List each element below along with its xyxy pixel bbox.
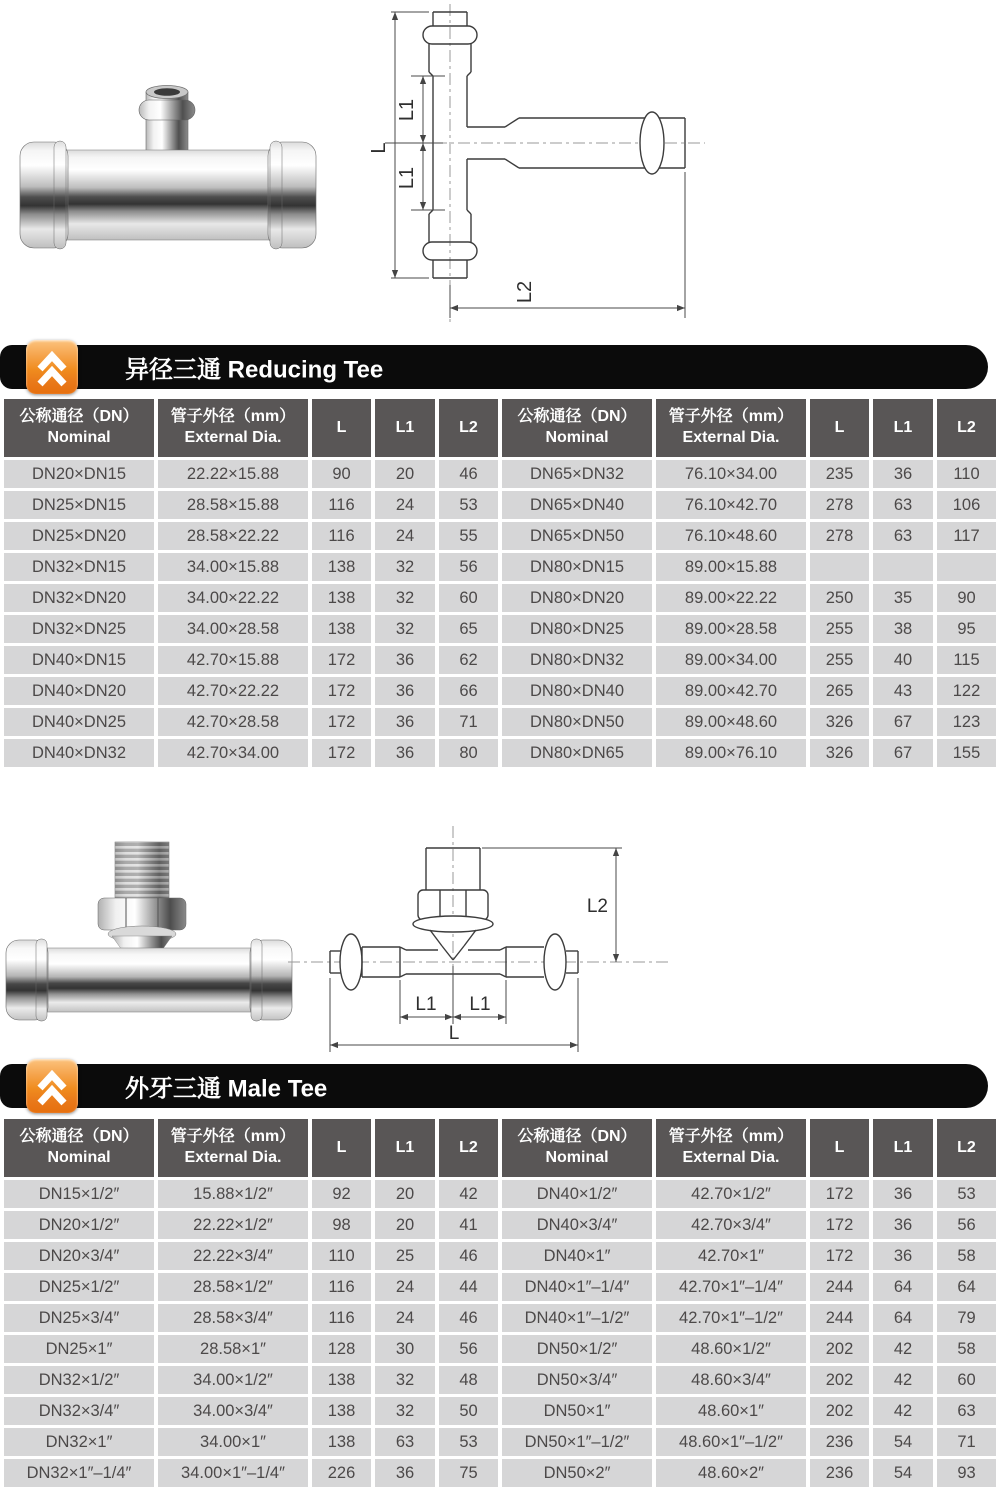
table-cell: 32 [375,615,435,643]
table-cell: 42.70×1″–1/2″ [656,1304,806,1332]
column-header-l: L [312,399,371,457]
table-cell: 36 [873,460,933,488]
table-row [4,677,996,705]
table-cell: DN20×DN15 [4,460,154,488]
table-cell: DN80×DN32 [502,646,652,674]
table-cell: 24 [375,1304,435,1332]
table-cell: 25 [375,1242,435,1270]
table-cell: 138 [312,1397,371,1425]
dim-label-l1-bottom: L1 [396,166,418,190]
table-cell: 116 [312,1273,371,1301]
table-cell: 48 [439,1366,498,1394]
table-cell: 36 [873,1211,933,1239]
table-cell: DN32×DN20 [4,584,154,612]
table-cell: 89.00×22.22 [656,584,806,612]
table-cell: 28.58×1″ [158,1335,308,1363]
table-cell: 48.60×2″ [656,1459,806,1487]
table-cell: DN40×DN32 [4,739,154,767]
table-cell: DN65×DN40 [502,491,652,519]
table-cell: 22.22×3/4″ [158,1242,308,1270]
double-chevron-up-icon [26,1059,78,1113]
column-header-l1: L1 [873,1119,933,1177]
table-cell: 116 [312,522,371,550]
table-cell: 60 [439,584,498,612]
table-cell: 90 [312,460,371,488]
table-cell: DN32×1″ [4,1428,154,1456]
table-cell: 138 [312,615,371,643]
table-cell: 202 [810,1366,869,1394]
column-header-l1: L1 [375,399,435,457]
double-chevron-up-icon [26,340,78,394]
table-cell: 244 [810,1273,869,1301]
table-cell: 24 [375,522,435,550]
reducing-tee-table [0,396,1000,770]
table-row [4,553,996,581]
table-cell: 42.70×34.00 [158,739,308,767]
table-cell: DN25×1/2″ [4,1273,154,1301]
table-cell: 34.00×28.58 [158,615,308,643]
table-cell: DN40×1″ [502,1242,652,1270]
table-row [4,1304,996,1332]
table-cell: DN80×DN40 [502,677,652,705]
table-cell: DN50×2″ [502,1459,652,1487]
table-row [4,1180,996,1208]
dim-label-l1-right: L1 [469,994,491,1015]
table-cell: DN65×DN32 [502,460,652,488]
column-header-l: L [810,1119,869,1177]
table-cell: DN40×1″–1/2″ [502,1304,652,1332]
table-cell: 46 [439,1304,498,1332]
table-cell: 71 [937,1428,996,1456]
table-cell: 20 [375,1211,435,1239]
table-cell: 36 [873,1242,933,1270]
table-cell: 56 [439,1335,498,1363]
table-cell: 265 [810,677,869,705]
column-header-external-dia: 管子外径（mm） External Dia. [656,399,806,457]
table-cell: 138 [312,1428,371,1456]
table-cell: DN25×DN15 [4,491,154,519]
table-cell: 65 [439,615,498,643]
table-cell: 42 [873,1366,933,1394]
table-cell: 34.00×1″–1/4″ [158,1459,308,1487]
table-cell: 236 [810,1459,869,1487]
table-cell: 36 [375,708,435,736]
dim-label-l: L [368,142,390,154]
table-cell: 67 [873,708,933,736]
table-cell: 117 [937,522,996,550]
table-cell: 58 [937,1242,996,1270]
table-cell: 138 [312,1366,371,1394]
table-cell: 98 [312,1211,371,1239]
table-cell [810,553,869,581]
table-cell: DN32×1″–1/4″ [4,1459,154,1487]
table-cell: DN40×3/4″ [502,1211,652,1239]
table-cell: 32 [375,553,435,581]
table-cell: 54 [873,1459,933,1487]
table-cell: 24 [375,1273,435,1301]
column-header-l: L [810,399,869,457]
table-row [4,739,996,767]
table-cell: 20 [375,460,435,488]
table-cell: DN80×DN20 [502,584,652,612]
table-cell: 138 [312,584,371,612]
table-cell: 236 [810,1428,869,1456]
table-cell: DN32×DN25 [4,615,154,643]
table-row [4,491,996,519]
table-cell: DN25×3/4″ [4,1304,154,1332]
table-cell: 63 [873,522,933,550]
table-row [4,646,996,674]
table-cell: DN15×1/2″ [4,1180,154,1208]
table-cell: 116 [312,1304,371,1332]
table-cell: 172 [312,677,371,705]
table-cell: 63 [375,1428,435,1456]
table-cell: 75 [439,1459,498,1487]
table-cell: 41 [439,1211,498,1239]
table-cell: 106 [937,491,996,519]
table-row [4,1397,996,1425]
column-header-l2: L2 [439,1119,498,1177]
table-cell: DN32×DN15 [4,553,154,581]
table-cell: 28.58×1/2″ [158,1273,308,1301]
column-header-l: L [312,1119,371,1177]
table-cell: DN40×1/2″ [502,1180,652,1208]
table-cell: 123 [937,708,996,736]
table-cell: 42.70×1″ [656,1242,806,1270]
section-header-male-tee [0,1064,988,1108]
product-photo-male-tee [2,828,297,1033]
table-cell: DN25×1″ [4,1335,154,1363]
table-cell: 15.88×1/2″ [158,1180,308,1208]
table-cell: DN50×1/2″ [502,1335,652,1363]
dim-label-l2: L2 [514,280,536,304]
table-cell: 36 [375,677,435,705]
table-cell: 36 [375,646,435,674]
table-row [4,1273,996,1301]
product-photo-reducing-tee [10,62,325,267]
column-header-nominal: 公称通径（DN） Nominal [502,1119,652,1177]
table-cell: 42.70×1/2″ [656,1180,806,1208]
table-cell: 55 [439,522,498,550]
table-cell: 62 [439,646,498,674]
column-header-l1: L1 [375,1119,435,1177]
table-row [4,584,996,612]
table-cell: 76.10×34.00 [656,460,806,488]
table-cell: DN50×3/4″ [502,1366,652,1394]
table-cell: 56 [439,553,498,581]
table-cell: DN32×1/2″ [4,1366,154,1394]
table-cell: DN80×DN15 [502,553,652,581]
dim-label-l1-left: L1 [415,994,437,1015]
table-cell: 34.00×3/4″ [158,1397,308,1425]
column-header-l2: L2 [937,1119,996,1177]
table-cell: 48.60×3/4″ [656,1366,806,1394]
table-cell: 30 [375,1335,435,1363]
column-header-external-dia: 管子外径（mm） External Dia. [158,1119,308,1177]
table-cell: 76.10×42.70 [656,491,806,519]
table-cell: 93 [937,1459,996,1487]
column-header-l2: L2 [937,399,996,457]
dim-label-l: L [448,1023,460,1044]
table-header-row [4,399,996,457]
table-cell: 89.00×15.88 [656,553,806,581]
table-cell: DN80×DN50 [502,708,652,736]
table-cell: 32 [375,1366,435,1394]
table-cell: 53 [937,1180,996,1208]
table-cell: 48.60×1″–1/2″ [656,1428,806,1456]
male-tee-table [0,1116,1000,1490]
table-cell: 42.70×15.88 [158,646,308,674]
table-cell: DN25×DN20 [4,522,154,550]
table-cell: 138 [312,553,371,581]
table-cell: 278 [810,522,869,550]
table-cell: 38 [873,615,933,643]
table-row [4,1366,996,1394]
column-header-external-dia: 管子外径（mm） External Dia. [656,1119,806,1177]
tee-outline [423,12,685,278]
table-cell: 36 [375,1459,435,1487]
table-cell: 36 [873,1180,933,1208]
table-cell: 278 [810,491,869,519]
table-cell: 42.70×28.58 [158,708,308,736]
table-cell: 46 [439,460,498,488]
table-cell: 48.60×1″ [656,1397,806,1425]
table-cell: 172 [810,1211,869,1239]
table-cell: 326 [810,708,869,736]
table-cell: 76.10×48.60 [656,522,806,550]
table-cell: 28.58×3/4″ [158,1304,308,1332]
dimension-drawing-male-tee [280,820,680,1060]
table-cell: 110 [312,1242,371,1270]
table-cell: 34.00×15.88 [158,553,308,581]
table-cell: 255 [810,646,869,674]
table-cell: 95 [937,615,996,643]
table-cell: DN80×DN65 [502,739,652,767]
tee-outline [330,848,578,990]
table-cell: 34.00×1/2″ [158,1366,308,1394]
table-cell: 80 [439,739,498,767]
table-cell: 71 [439,708,498,736]
table-cell: 89.00×28.58 [656,615,806,643]
table-cell: 44 [439,1273,498,1301]
table-cell: 67 [873,739,933,767]
table-row [4,1335,996,1363]
table-cell: 66 [439,677,498,705]
table-cell: 64 [873,1273,933,1301]
table-cell: 42.70×3/4″ [656,1211,806,1239]
table-cell: 28.58×15.88 [158,491,308,519]
table-cell: 24 [375,491,435,519]
table-cell: DN50×1″–1/2″ [502,1428,652,1456]
table-cell: 235 [810,460,869,488]
table-cell: DN40×DN15 [4,646,154,674]
table-cell: 60 [937,1366,996,1394]
table-cell: 54 [873,1428,933,1456]
table-cell: 202 [810,1397,869,1425]
table-cell: 64 [937,1273,996,1301]
table-cell: DN20×1/2″ [4,1211,154,1239]
table-cell: 53 [439,491,498,519]
table-cell: 89.00×42.70 [656,677,806,705]
column-header-l1: L1 [873,399,933,457]
table-cell: 35 [873,584,933,612]
table-cell: 32 [375,584,435,612]
table-cell: 63 [937,1397,996,1425]
table-row [4,460,996,488]
section-title-male-tee: 外牙三通 Male Tee [125,1075,328,1103]
table-row [4,1242,996,1270]
table-row [4,1428,996,1456]
table-cell: 250 [810,584,869,612]
table-cell: 28.58×22.22 [158,522,308,550]
table-cell: 34.00×22.22 [158,584,308,612]
table-cell: 63 [873,491,933,519]
table-cell: 116 [312,491,371,519]
table-cell: 50 [439,1397,498,1425]
table-cell: 89.00×76.10 [656,739,806,767]
table-cell: 172 [312,739,371,767]
table-cell: DN65×DN50 [502,522,652,550]
table-cell: 172 [312,646,371,674]
table-cell: 56 [937,1211,996,1239]
column-header-nominal: 公称通径（DN） Nominal [4,1119,154,1177]
table-cell: 48.60×1/2″ [656,1335,806,1363]
table-cell: 20 [375,1180,435,1208]
table-cell: 172 [312,708,371,736]
table-cell: 42 [439,1180,498,1208]
table-cell: 32 [375,1397,435,1425]
table-cell: 255 [810,615,869,643]
table-cell [937,553,996,581]
table-cell: 110 [937,460,996,488]
table-cell: DN50×1″ [502,1397,652,1425]
section-title-reducing-tee: 异径三通 Reducing Tee [125,356,384,384]
centerlines [435,4,705,322]
section-header-reducing-tee [0,345,988,389]
dimension-lines [385,12,685,318]
table-row [4,1211,996,1239]
column-header-nominal: 公称通径（DN） Nominal [4,399,154,457]
column-header-l2: L2 [439,399,498,457]
table-cell: DN20×3/4″ [4,1242,154,1270]
table-cell [873,553,933,581]
column-header-nominal: 公称通径（DN） Nominal [502,399,652,457]
table-cell: 172 [810,1242,869,1270]
table-cell: DN32×3/4″ [4,1397,154,1425]
table-cell: 22.22×1/2″ [158,1211,308,1239]
table-cell: 172 [810,1180,869,1208]
table-cell: 22.22×15.88 [158,460,308,488]
table-cell: 42.70×22.22 [158,677,308,705]
table-cell: 42 [873,1397,933,1425]
table-cell: 42.70×1″–1/4″ [656,1273,806,1301]
table-cell: DN40×DN25 [4,708,154,736]
table-cell: 122 [937,677,996,705]
table-cell: 79 [937,1304,996,1332]
table-cell: 202 [810,1335,869,1363]
table-cell: DN80×DN25 [502,615,652,643]
table-cell: DN40×1″–1/4″ [502,1273,652,1301]
column-header-external-dia: 管子外径（mm） External Dia. [158,399,308,457]
table-cell: 89.00×34.00 [656,646,806,674]
dim-label-l2: L2 [586,896,608,917]
table-cell: 40 [873,646,933,674]
table-cell: 42 [873,1335,933,1363]
table-cell: 89.00×48.60 [656,708,806,736]
table-cell: 90 [937,584,996,612]
dim-label-l1-top: L1 [396,98,418,122]
table-cell: 115 [937,646,996,674]
table-cell: 326 [810,739,869,767]
table-cell: 128 [312,1335,371,1363]
table-cell: 36 [375,739,435,767]
table-cell: 43 [873,677,933,705]
table-cell: 226 [312,1459,371,1487]
table-header-row [4,1119,996,1177]
table-cell: 46 [439,1242,498,1270]
table-cell: 92 [312,1180,371,1208]
table-cell: 34.00×1″ [158,1428,308,1456]
table-cell: DN40×DN20 [4,677,154,705]
table-row [4,708,996,736]
table-cell: 53 [439,1428,498,1456]
table-cell: 244 [810,1304,869,1332]
table-cell: 58 [937,1335,996,1363]
table-cell: 64 [873,1304,933,1332]
table-cell: 155 [937,739,996,767]
dimension-drawing-reducing-tee [355,0,725,330]
table-row [4,522,996,550]
table-row [4,615,996,643]
table-row [4,1459,996,1487]
